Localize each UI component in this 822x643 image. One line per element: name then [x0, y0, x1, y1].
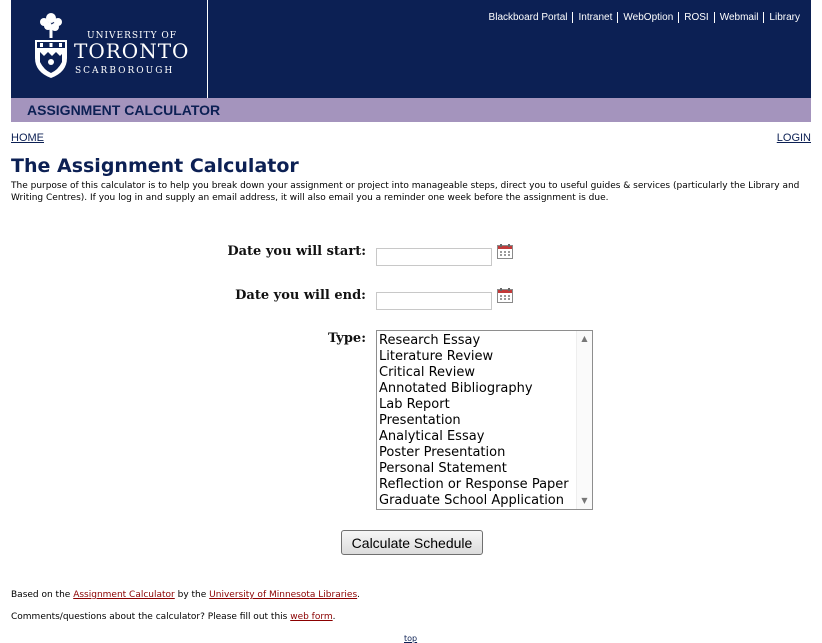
link-library[interactable]: Library	[763, 12, 800, 23]
university-logo[interactable]	[11, 0, 208, 98]
link-intranet[interactable]: Intranet	[572, 12, 617, 23]
attribution-text	[11, 590, 360, 600]
type-option[interactable]: Reflection or Response Paper	[379, 477, 569, 492]
logo-university-of: UNIVERSITY OF	[87, 31, 178, 41]
title-bar	[11, 98, 811, 122]
comments-suffix: .	[332, 612, 336, 622]
scroll-up-icon[interactable]: ▲	[581, 334, 588, 343]
attribution-mid: by the	[174, 590, 210, 600]
listbox-scrollbar[interactable]	[576, 331, 592, 509]
logo-scarborough: SCARBOROUGH	[75, 66, 175, 76]
link-webmail[interactable]: Webmail	[714, 12, 764, 23]
type-option[interactable]: Lab Report	[379, 397, 450, 412]
start-date-label: Date you will start:	[227, 244, 366, 259]
web-form-link[interactable]: web form	[290, 612, 333, 622]
type-option[interactable]: Personal Statement	[379, 461, 507, 476]
comments-prefix: Comments/questions about the calculator? Please fill out this	[11, 612, 291, 622]
calendar-icon[interactable]	[497, 244, 513, 259]
attribution-prefix: Based on the	[11, 590, 74, 600]
calculate-schedule-button[interactable]: Calculate Schedule	[341, 530, 483, 555]
start-date-input[interactable]	[376, 248, 492, 266]
type-option[interactable]: Critical Review	[379, 365, 475, 380]
type-option[interactable]: Presentation	[379, 413, 461, 428]
type-option[interactable]: Analytical Essay	[379, 429, 485, 444]
calendar-icon[interactable]	[497, 288, 513, 303]
page-title: The Assignment Calculator	[11, 155, 299, 177]
site-header	[11, 0, 811, 98]
end-date-label: Date you will end:	[235, 288, 366, 303]
link-blackboard-portal[interactable]: Blackboard Portal	[488, 12, 568, 23]
type-option[interactable]: Graduate School Application	[379, 493, 564, 508]
umn-libraries-link[interactable]: University of Minnesota Libraries	[209, 590, 358, 600]
attribution-suffix: .	[357, 590, 361, 600]
assignment-calculator-link[interactable]: Assignment Calculator	[73, 590, 175, 600]
link-rosi[interactable]: ROSI	[678, 12, 713, 23]
crest-icon	[31, 10, 71, 80]
type-option[interactable]: Literature Review	[379, 349, 494, 364]
link-weboption[interactable]: WebOption	[617, 12, 678, 23]
home-link[interactable]: HOME	[11, 132, 44, 144]
title-bar-label: ASSIGNMENT CALCULATOR	[27, 102, 221, 118]
end-date-input[interactable]	[376, 292, 492, 310]
scroll-down-icon[interactable]: ▼	[581, 496, 588, 505]
intro-text: The purpose of this calculator is to help you break down your assignment or project into manageable steps, direct you to useful guides & services (particularly the Library and Writing Centres). If you log in and supply an email address, it will also email you a reminder one week before the assignment is due.	[11, 181, 800, 203]
assignment-type-listbox[interactable]	[376, 330, 593, 510]
back-to-top-link[interactable]: top	[404, 634, 418, 643]
type-option[interactable]: Research Essay	[379, 333, 481, 348]
type-option[interactable]: Annotated Bibliography	[379, 381, 533, 396]
comments-text	[11, 612, 336, 622]
type-label: Type:	[328, 331, 366, 346]
top-links	[484, 12, 800, 23]
logo-toronto: TORONTO	[74, 39, 190, 63]
type-option[interactable]: Poster Presentation	[379, 445, 506, 460]
login-link[interactable]: LOGIN	[776, 132, 811, 144]
